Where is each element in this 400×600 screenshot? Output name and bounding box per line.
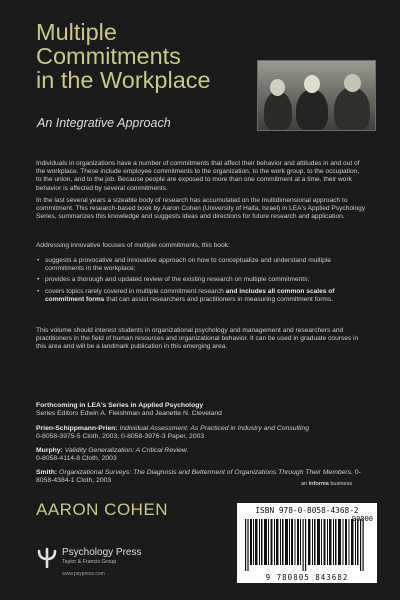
book-subtitle: An Integrative Approach bbox=[37, 116, 171, 130]
reference-3: Smith: Organizational Surveys: The Diagnosis and Betterment of Organizations Through Their Members. 0-8058-4384-1 Cloth, 2003 bbox=[36, 469, 361, 485]
publisher-name: Psychology Press bbox=[62, 547, 142, 558]
informa-tagline: an informa business bbox=[301, 481, 353, 487]
intro-paragraph-1: Individuals in organizations have a number of commitments that affect their behavior and attitudes in and out of the workplace. These include employee commitments to the organization, to the work group, to the occupation, to the union, and to the job. Because people are exposed to more than one commitment at a time, their work behavior is affected by several commitments. bbox=[36, 160, 360, 192]
list-item: • covers topics rarely covered in multiple commitment research and includes all common scales of commitment forms that can assist researchers and practitioners in measuring commitment forms. bbox=[37, 287, 335, 303]
publisher-url: www.psypress.com bbox=[62, 571, 105, 577]
series-editors: Series Editors Edwin A. Fleishman and Jeanette N. Cleveland bbox=[36, 410, 222, 418]
reference-1: Prien-Schippmann-Prien: Individual Assessment: As Practiced in Industry and Consulting 0-8058-3975-5 Cloth, 2003, 0-8058-3976-3 Paper, 2003 bbox=[36, 425, 309, 441]
book-title bbox=[36, 20, 266, 92]
feature-list bbox=[36, 257, 366, 307]
reference-2: Murphy: Validity Generalization: A Critical Review. 0-8058-4114-8 Cloth, 2003 bbox=[36, 447, 189, 463]
list-item: • provides a thorough and updated review of the existing research on multiple commitments; bbox=[37, 276, 310, 284]
barcode-addon-number: 90000 bbox=[351, 515, 373, 523]
psi-logo-icon bbox=[36, 546, 58, 568]
isbn-text: ISBN 978-0-8058-4368-2 bbox=[255, 506, 359, 515]
intro-paragraph-3: Addressing innovative focuses of multiple commitments, this book: bbox=[36, 242, 230, 249]
intro-paragraph-2: In the last several years a sizeable body of research has accumulated on the multidimensional approach to commitment. This research-based book by Aaron Cohen (University of Haifa, Israel) in LEA's Applied Psychology Series, summarizes this knowledge and suggests ideas and directions for future research and application. bbox=[36, 197, 366, 221]
closing-paragraph: This volume should interest students in organizational psychology and management and researchers and practitioners in the field of human resources and organizational behavior. It can be used in graduate courses in this area and will be a landmark publication in this emerging area. bbox=[36, 327, 359, 351]
barcode-number: 9 780805 843682 bbox=[265, 573, 349, 582]
cover-photo bbox=[257, 60, 376, 131]
series-block bbox=[36, 402, 366, 419]
series-heading: Forthcoming in LEA's Series in Applied Psychology bbox=[36, 402, 204, 409]
title-line-3: in the Workplace bbox=[36, 67, 211, 93]
barcode-bars bbox=[245, 519, 369, 571]
list-item: • suggests a provocative and innovative approach on how to conceptualize and understand multiple commitments in the workplace; bbox=[37, 257, 331, 273]
title-line-2: Commitments bbox=[36, 43, 181, 69]
title-line-1: Multiple bbox=[36, 19, 117, 45]
publisher-group: Taylor & Francis Group bbox=[62, 559, 117, 565]
isbn-barcode bbox=[237, 503, 377, 583]
author-name: AARON COHEN bbox=[36, 500, 169, 519]
